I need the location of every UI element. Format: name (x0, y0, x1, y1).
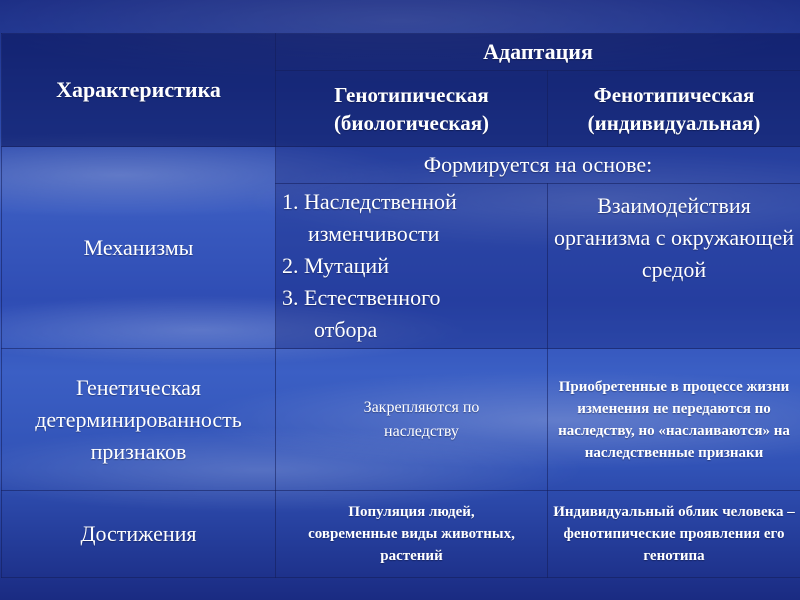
mechanisms-phenotypic: Взаимодействия организма с окружающей средой (548, 184, 800, 349)
mechanisms-formed-on: Формируется на основе: (276, 147, 800, 184)
mechanisms-genotypic-list (276, 184, 548, 349)
header-adaptation: Адаптация (276, 34, 800, 71)
genetic-label: Генетическая детерминированность признаков (2, 349, 276, 491)
header-characteristic: Характеристика (2, 34, 276, 147)
genetic-phenotypic: Приобретенные в процессе жизни изменения не передаются по наследству, но «наслаиваются» на наследственные признаки (548, 349, 800, 491)
achievements-label: Достижения (2, 491, 276, 578)
adaptation-table (1, 33, 800, 578)
achievements-genotypic: Популяция людей, современные виды животных, растений (276, 491, 548, 578)
list-item: 1. Наследственной (282, 189, 457, 214)
list-item: изменчивости (308, 221, 440, 246)
list-item: 3. Естественного (282, 285, 441, 310)
header-genotypic: Генотипическая (биологическая) (276, 71, 548, 147)
mechanisms-label: Механизмы (2, 147, 276, 349)
genetic-genotypic: Закрепляются по наследству (276, 349, 548, 491)
list-item: 2. Мутаций (282, 253, 389, 278)
list-item: отбора (314, 317, 378, 342)
header-phenotypic: Фенотипическая (индивидуальная) (548, 71, 800, 147)
achievements-phenotypic: Индивидуальный облик человека – фенотипические проявления его генотипа (548, 491, 800, 578)
